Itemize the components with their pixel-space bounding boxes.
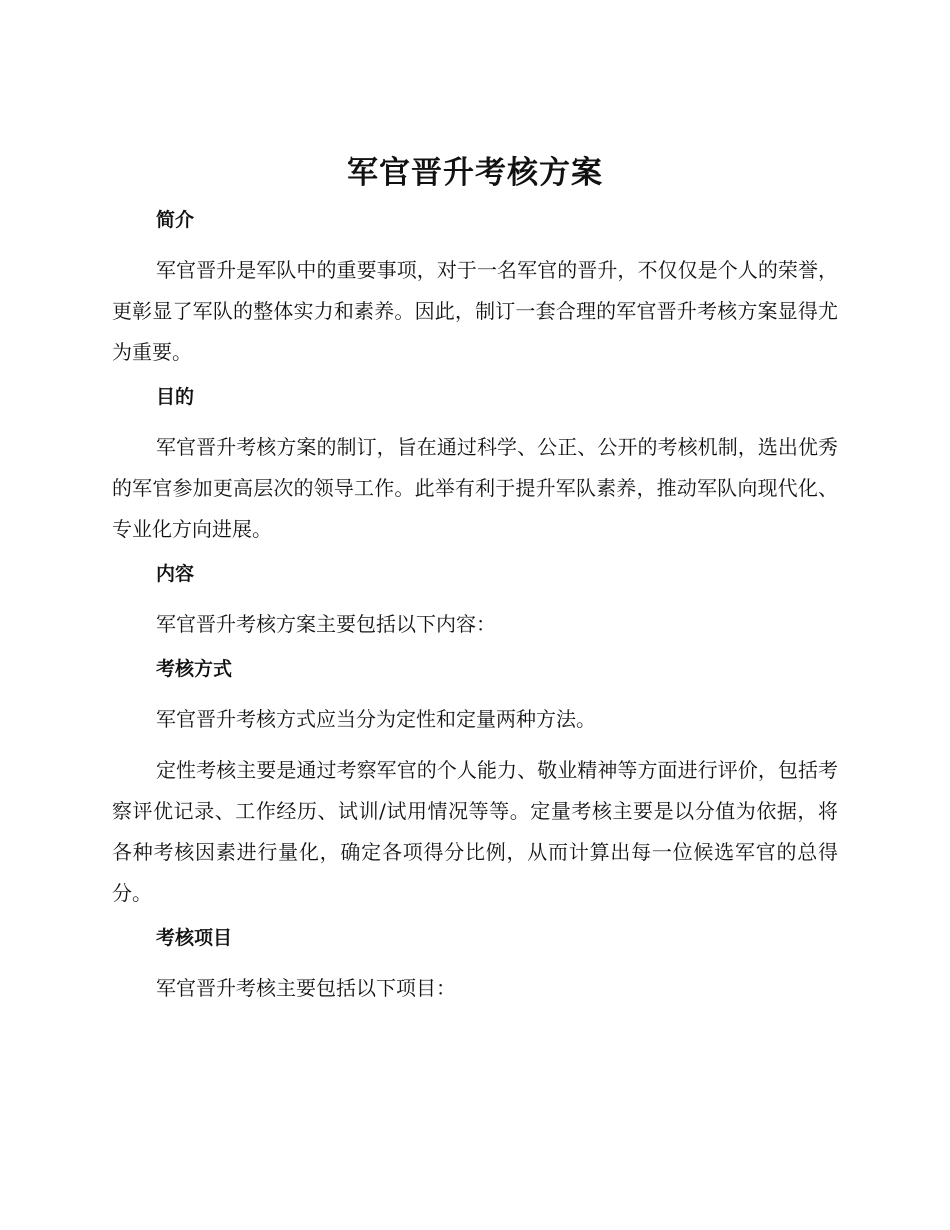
section-heading-intro: 简介 (156, 209, 195, 231)
section-heading-content: 内容 (156, 563, 195, 585)
section-heading-assessment-items: 考核项目 (156, 927, 233, 949)
paragraph-assessment-method-2: 定性考核主要是通过考察军官的个人能力、敬业精神等方面进行评价，包括考察评优记录、工作经历、试训/试用情况等等。定量考核主要是以分值为依据，将各种考核因素进行量化，确定各项得分比例，从而计算出每一位候选军官的总得分。 (112, 758, 838, 905)
section-heading-purpose: 目的 (156, 386, 195, 408)
document-title: 军官晋升考核方案 (347, 155, 603, 191)
paragraph-intro: 军官晋升是军队中的重要事项，对于一名军官的晋升，不仅仅是个人的荣誉，更彰显了军队的整体实力和素养。因此，制订一套合理的军官晋升考核方案显得尤为重要。 (112, 258, 838, 364)
section-heading-assessment-method: 考核方式 (156, 658, 233, 680)
paragraph-assessment-items: 军官晋升考核主要包括以下项目： (156, 976, 456, 1000)
paragraph-purpose: 军官晋升考核方案的制订，旨在通过科学、公正、公开的考核机制，选出优秀的军官参加更高层次的领导工作。此举有利于提升军队素养，推动军队向现代化、专业化方向进展。 (112, 435, 838, 541)
document-body (112, 150, 838, 1009)
paragraph-assessment-method-1: 军官晋升考核方式应当分为定性和定量两种方法。 (156, 707, 596, 731)
paragraph-content: 军官晋升考核方案主要包括以下内容： (156, 612, 496, 636)
